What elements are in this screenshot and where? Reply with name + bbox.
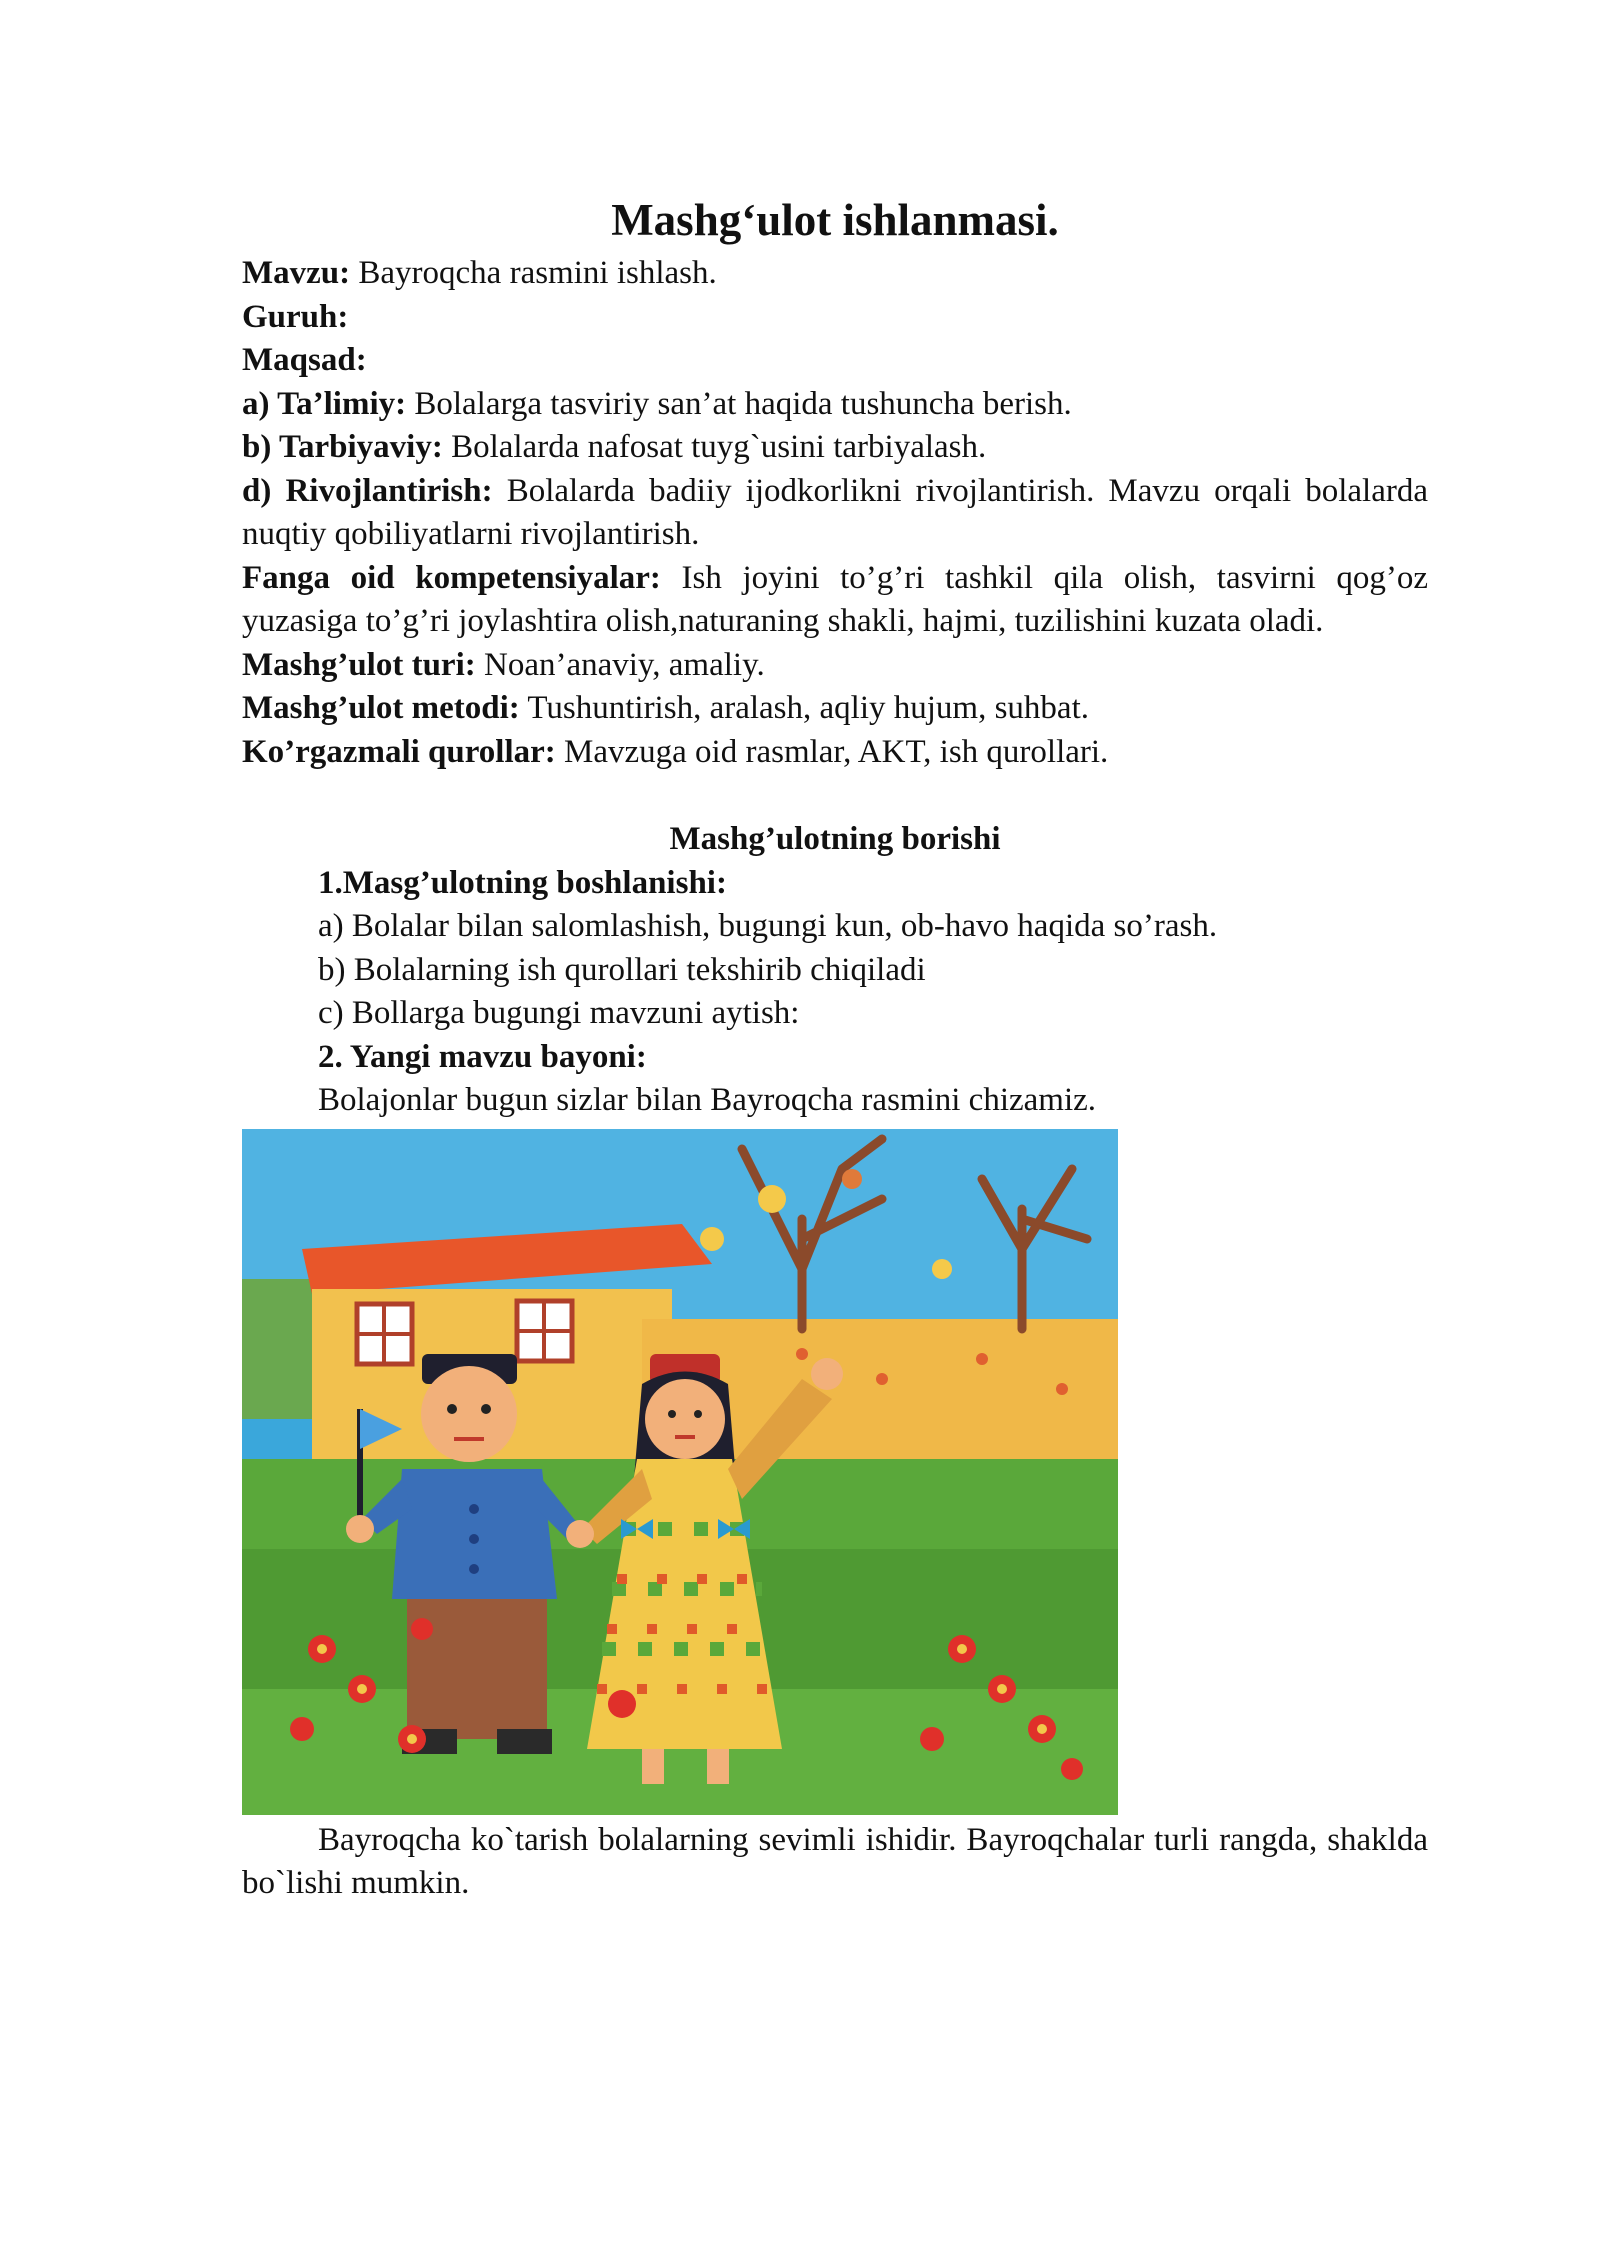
talimiy-value: Bolalarga tasviriy san’at haqida tushuncha berish. bbox=[414, 385, 1072, 422]
kompetensiya-value: Ish joyini to’g’ri tashkil qila olish, tasvirni qog’oz yuzasiga to’g’ri joylashtira olish,naturaning shakli, hajmi, tuzilishini kuzata oladi. bbox=[242, 559, 1429, 639]
talimiy-line bbox=[242, 383, 1428, 427]
part1-heading bbox=[242, 862, 1428, 906]
metodi-line bbox=[242, 687, 1428, 731]
guruh-line bbox=[242, 296, 1428, 340]
qurollar-value: Mavzuga oid rasmlar, AKT, ish qurollari. bbox=[564, 733, 1109, 770]
rivojlantirish-line bbox=[242, 470, 1428, 557]
mavzu-line bbox=[242, 252, 1428, 296]
document-title: Mashg‘ulot ishlanmasi. bbox=[611, 195, 1059, 245]
rivojlantirish-label: d) Rivojlantirish: bbox=[242, 472, 493, 509]
tarbiyaviy-line bbox=[242, 426, 1428, 470]
section-heading: Mashg’ulotning borishi bbox=[669, 821, 1001, 857]
children-drawing-illustration bbox=[242, 1129, 1118, 1815]
mavzu-label: Mavzu: bbox=[242, 255, 351, 291]
intro-line: Bolajonlar bugun sizlar bilan Bayroqcha rasmini chizamiz. bbox=[318, 1082, 1097, 1118]
list-item: a) Bolalar bilan salomlashish, bugungi kun, ob-havo haqida so’rash. bbox=[318, 908, 1218, 944]
maqsad-label: Maqsad: bbox=[242, 342, 367, 378]
part1-label: 1.Masg’ulotning boshlanishi: bbox=[318, 864, 727, 901]
turi-label: Mashg’ulot turi: bbox=[242, 646, 476, 683]
closing-paragraph: Bayroqcha ko`tarish bolalarning sevimli ishidir. Bayroqchalar turli rangda, shaklda bo`lishi mumkin. bbox=[242, 1821, 1428, 1901]
metodi-value: Tushuntirish, aralash, aqliy hujum, suhbat. bbox=[527, 690, 1089, 726]
qurollar-line bbox=[242, 731, 1428, 775]
qurollar-label: Ko’rgazmali qurollar: bbox=[242, 733, 556, 770]
document-body bbox=[242, 190, 1428, 1906]
metodi-label: Mashg’ulot metodi: bbox=[242, 690, 520, 726]
list-item: b) Bolalarning ish qurollari tekshirib chiqiladi bbox=[318, 951, 926, 988]
tarbiyaviy-label: b) Tarbiyaviy: bbox=[242, 429, 443, 465]
guruh-label: Guruh: bbox=[242, 298, 349, 335]
turi-value: Noan’anaviy, amaliy. bbox=[484, 646, 765, 683]
part2-label: 2. Yangi mavzu bayoni: bbox=[318, 1038, 647, 1075]
kompetensiya-line bbox=[242, 557, 1428, 644]
tarbiyaviy-value: Bolalarda nafosat tuyg`usini tarbiyalash. bbox=[451, 429, 987, 465]
part2-heading bbox=[242, 1036, 1428, 1080]
rivojlantirish-value: Bolalarda badiiy ijodkorlikni rivojlantirish. Mavzu orqali bolalarda nuqtiy qobiliyatlarni rivojlantirish. bbox=[242, 472, 1429, 552]
maqsad-line bbox=[242, 339, 1428, 383]
turi-line bbox=[242, 644, 1428, 688]
list-item: c) Bollarga bugungi mavzuni aytish: bbox=[318, 995, 800, 1031]
mavzu-value: Bayroqcha rasmini ishlash. bbox=[358, 255, 717, 291]
talimiy-label: a) Ta’limiy: bbox=[242, 385, 407, 422]
kompetensiya-label: Fanga oid kompetensiyalar: bbox=[242, 559, 661, 596]
